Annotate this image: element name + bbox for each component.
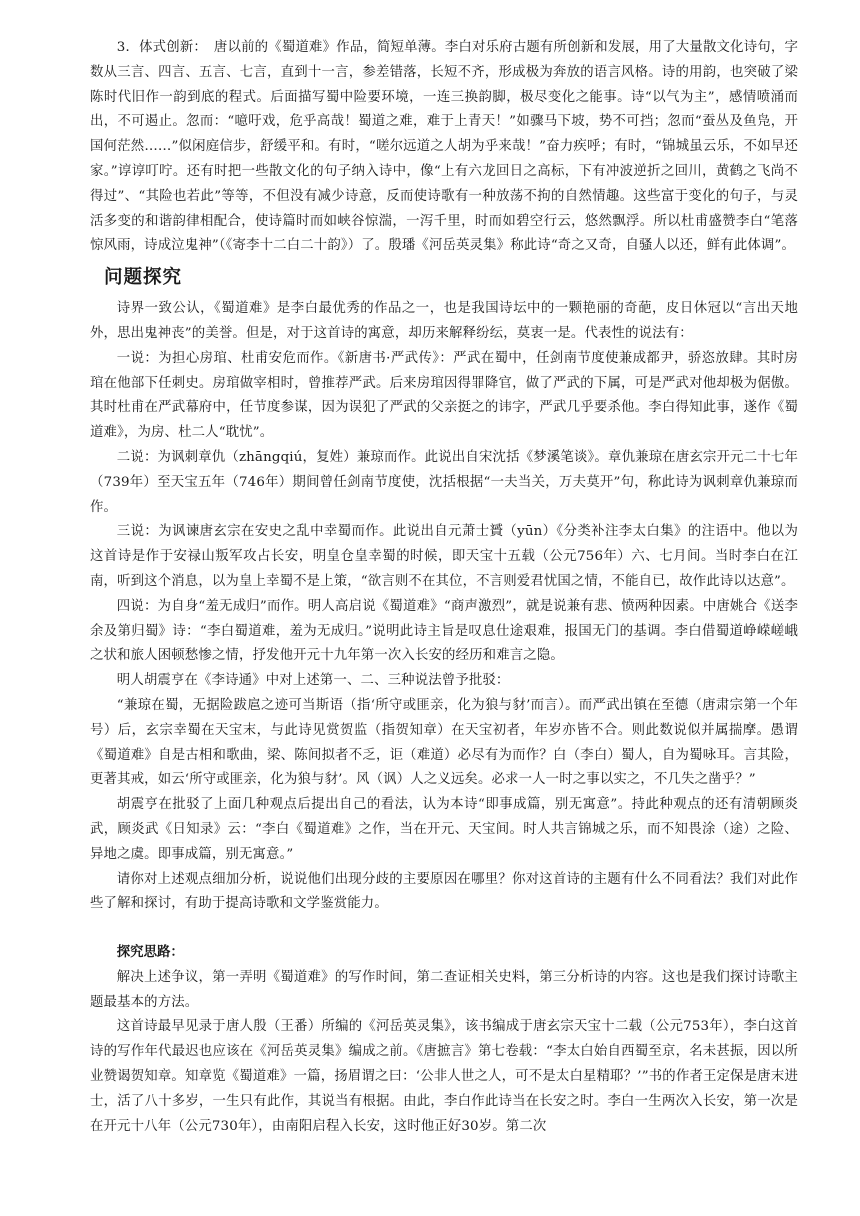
approach-heading: 探究思路：: [116, 945, 184, 961]
question-paragraph: 请你对上述观点细加分析，说说他们出现分歧的主要原因在哪里？你对这首诗的主题有什么不同看法？我们对此作些了解和探讨，有助于提高诗歌和文学鉴赏能力。: [90, 871, 798, 912]
approach-paragraph-2: 这首诗最早见录于唐人殷（王番）所编的《河岳英灵集》，该书编成于唐玄宗天宝十二载（公元753年），李白这首诗的写作年代最迟也应该在《河岳英灵集》编成之前。《唐摭言》第七卷载：“李太白始自西蜀至京，名未甚振，因以所业赞谒贺知章。知章览《蜀道难》一篇，扬眉谓之曰：‘公非人世之人，可不是太白星精耶？’”书的作者王定保是唐末进士，活了八十多岁，一生只有此作，其说当有根据。由此，李白作此诗当在长安之时。李白一生两次入长安，第一次是在开元十八年（公元730年），由南阳启程入长安，这时他正好30岁。第二次: [90, 1019, 798, 1134]
view-2-paragraph: 二说：为讽刺章仇（zhāngqiú，复姓）兼琼而作。此说出自宋沈括《梦溪笔谈》。章仇兼琼在唐玄宗开元二十七年（739年）至天宝五年（746年）期间曾任剑南节度使，沈括根据“一夫当关，万夫莫开”句，称此诗为讽刺章仇兼琼而作。: [90, 449, 798, 515]
approach-paragraph-1: 解决上述争议，第一弄明《蜀道难》的写作时间，第二查证相关史料，第三分析诗的内容。这也是我们探讨诗歌主题最基本的方法。: [90, 969, 798, 1010]
hu-quote-paragraph: “兼琼在蜀，无据险跋扈之迹可当斯语（指‘所守或匪亲，化为狼与豺’而言）。而严武出镇在至德（唐肃宗第一个年号）后，玄宗幸蜀在天宝末，与此诗见赏贺监（指贺知章）在天宝初者，年岁亦皆不合。则此数说似并属揣摩。愚谓《蜀道难》自是古相和歌曲，梁、陈间拟者不乏，讵（难道）必尽有为而作？白（李白）蜀人，自为蜀咏耳。言其险，更著其戒，如云‘所守或匪亲，化为狼与豺’。风（讽）人之义远矣。必求一人一时之事以实之，不几失之凿乎？”: [90, 697, 798, 788]
inquiry-heading: 问题探究: [104, 267, 183, 289]
inquiry-intro: 诗界一致公认，《蜀道难》是李白最优秀的作品之一，也是我国诗坛中的一颗艳丽的奇葩，皮日休冠以“言出天地外，思出鬼神丧”的美誉。但是，对于这首诗的寓意，却历来解释纷纭，莫衷一是。代表性的说法有：: [90, 301, 798, 341]
hu-view-paragraph: 胡震亨在批驳了上面几种观点后提出自己的看法，认为本诗“即事成篇，别无寓意”。持此种观点的还有清朝顾炎武，顾炎武《日知录》云：“李白《蜀道难》之作，当在开元、天宝间。时人共言锦城之乐，而不知畏涂（途）之险、异地之虞。即事成篇，别无寓意。”: [90, 797, 798, 862]
view-3-paragraph: 三说：为讽谏唐玄宗在安史之乱中幸蜀而作。此说出自元萧士贇（yūn）《分类补注李太白集》的注语中。他以为这首诗是作于安禄山叛军攻占长安，明皇仓皇幸蜀的时候，即天宝十五载（公元756年）六、七月间。当时李白在江南，听到这个消息，以为皇上幸蜀不是上策，“欲言则不在其位，不言则爱君忧国之情，不能自已，故作此诗以达意”。: [90, 524, 798, 589]
innovation-paragraph: 3．体式创新： 唐以前的《蜀道难》作品，简短单薄。李白对乐府古题有所创新和发展，用了大量散文化诗句，字数从三言、四言、五言、七言，直到十一言，参差错落，长短不齐，形成极为奔放的语言风格。诗的用韵，也突破了梁陈时代旧作一韵到底的程式。后面描写蜀中险要环境，一连三换韵脚，极尽变化之能事。诗“以气为主”，感情喷涌而出，不可遏止。忽而：“噫吁戏，危乎高哉！蜀道之难，难于上青天！”如骤马下坡，势不可挡；忽而“蚕丛及鱼凫，开国何茫然……”似闲庭信步，舒缓平和。有时，“嗟尔远道之人胡为乎来哉！”奋力疾呼；有时，“锦城虽云乐，不如早还家。”谆谆叮咛。还有时把一些散文化的句子纳入诗中，像“上有六龙回日之高标，下有冲波逆折之回川，黄鹤之飞尚不得过”、“其险也若此”等等，不但没有减少诗意，反而使诗歌有一种放荡不拘的自然情趣。这些富于变化的句子，与灵活多变的和谐韵律相配合，使诗篇时而如峡谷惊湍，一泻千里，时而如碧空行云，悠然飘浮。所以杜甫盛赞李白“笔落惊风雨，诗成泣鬼神”（《寄李十二白二十韵》）了。殷璠《河岳英灵集》称此诗“奇之又奇，自骚人以还，鲜有此体调”。: [90, 40, 798, 254]
hu-intro-paragraph: 明人胡震亨在《李诗通》中对上述第一、二、三种说法曾予批驳：: [116, 673, 510, 689]
view-4-paragraph: 四说：为自身“羞无成归”而作。明人高启说《蜀道难》“商声激烈”，就是说兼有悲、愤两种因素。中唐姚合《送李余及第归蜀》诗：“李白蜀道难，羞为无成归。”说明此诗主旨是叹息仕途艰难，报国无门的基调。李白借蜀道峥嵘嵯峨之状和旅人困顿愁惨之情，抒发他开元十九年第一次入长安的经历和难言之隐。: [90, 598, 798, 664]
view-1-paragraph: 一说：为担心房琯、杜甫安危而作。《新唐书·严武传》：严武在蜀中，任剑南节度使兼成都尹，骄恣放肆。其时房琯在他部下任刺史。房琯做宰相时，曾推荐严武。后来房琯因得罪降官，做了严武的下属，可是严武对他却极为倨傲。其时杜甫在严武幕府中，任节度参谋，因为误犯了严武的父亲挺之的讳字，严武几乎要杀他。李白得知此事，遂作《蜀道难》，为房、杜二人“耽忧”。: [90, 350, 798, 441]
